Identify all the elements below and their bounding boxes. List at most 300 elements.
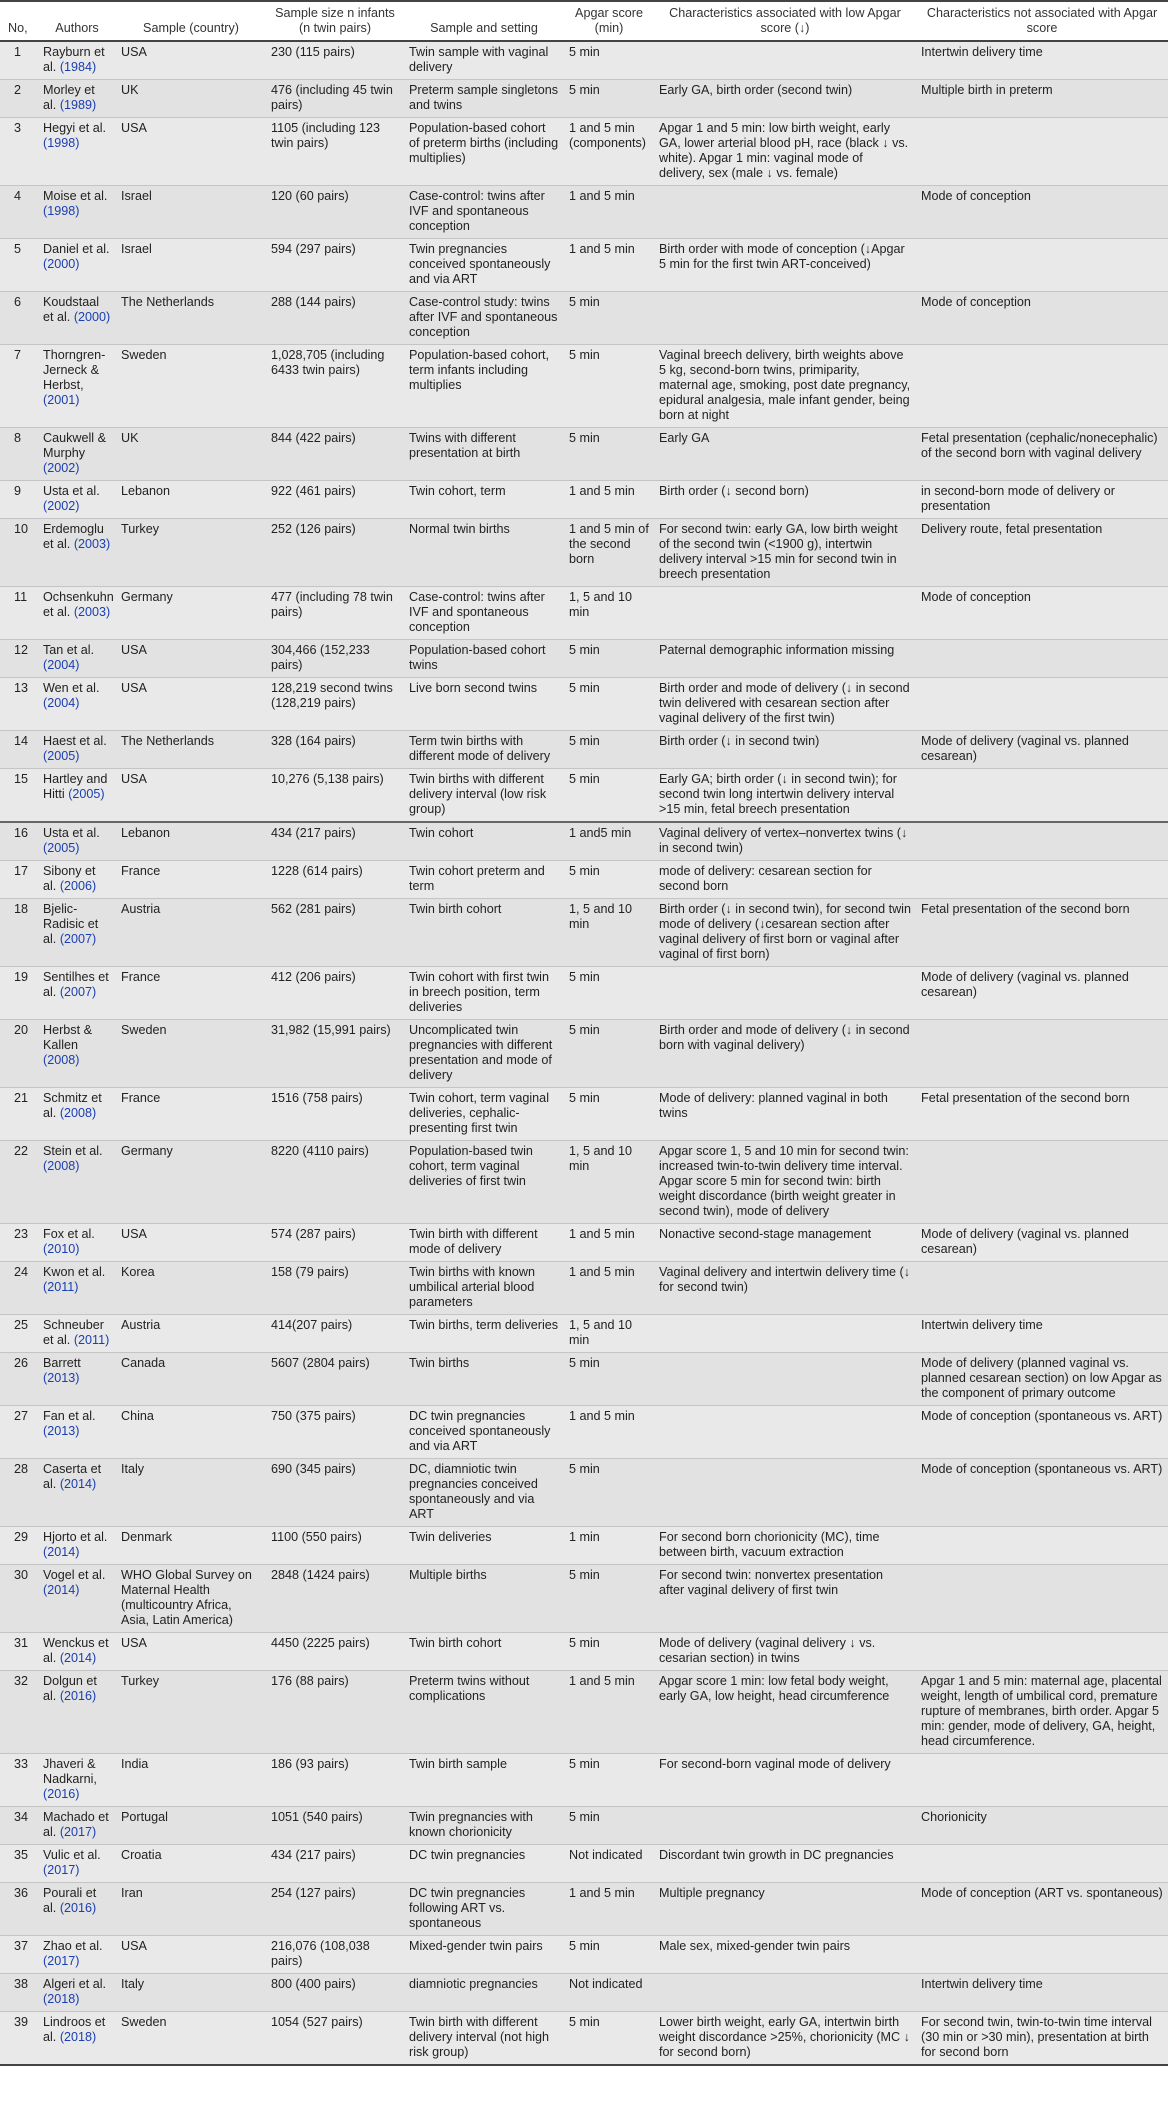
author-cell	[38, 1088, 116, 1141]
author-names: Pourali et al.	[43, 1886, 97, 1915]
table-row	[0, 428, 1168, 481]
sample-country: Denmark	[121, 1530, 173, 1544]
sample-size: 750 (375 pairs)	[271, 1409, 356, 1423]
apgar-score: 5 min	[569, 1757, 600, 1771]
sample-size: 434 (217 pairs)	[271, 1848, 356, 1862]
table-row	[0, 967, 1168, 1020]
not-associated-characteristics: Mode of conception	[921, 295, 1031, 309]
author-cell	[38, 769, 116, 823]
associated-characteristics	[654, 292, 916, 345]
not-associated-characteristics: Mode of conception (spontaneous vs. ART)	[921, 1462, 1163, 1476]
table-row	[0, 769, 1168, 823]
sample-setting: Case-control study: twins after IVF and spontaneous conception	[409, 295, 558, 339]
table-row	[0, 1565, 1168, 1633]
citation-year-link[interactable]: (2017)	[59, 1825, 97, 1839]
row-number: 9	[14, 484, 22, 498]
not-associated-characteristics	[916, 118, 1168, 186]
row-number: 25	[14, 1318, 29, 1332]
sample-size: 158 (79 pairs)	[271, 1265, 349, 1279]
citation-year-link[interactable]: (2004)	[43, 658, 80, 672]
author-cell	[38, 186, 116, 239]
citation-year-link[interactable]: (2006)	[59, 879, 97, 893]
sample-setting: DC twin pregnancies following ART vs. spontaneous	[409, 1886, 526, 1930]
associated-characteristics: Birth order (↓ second born)	[659, 484, 809, 498]
author-names: Morley et al.	[43, 83, 95, 112]
author-cell	[38, 1141, 116, 1224]
header-no: No,	[8, 21, 28, 35]
apgar-score: 5 min	[569, 734, 600, 748]
author-cell	[38, 2012, 116, 2066]
sample-setting: Twin birth sample	[409, 1757, 507, 1771]
table-row	[0, 1262, 1168, 1315]
citation-year-link[interactable]: (2002)	[43, 461, 80, 475]
header-authors: Authors	[55, 21, 99, 35]
row-number: 5	[14, 242, 22, 256]
apgar-score: 1 and 5 min	[569, 484, 635, 498]
author-names: Sentilhes et al.	[43, 970, 109, 999]
associated-characteristics: Early GA, birth order (second twin)	[659, 83, 853, 97]
sample-setting: Preterm twins without complications	[409, 1674, 530, 1703]
apgar-score: Not indicated	[569, 1977, 643, 1991]
author-cell	[38, 1633, 116, 1671]
associated-characteristics: Paternal demographic information missing	[659, 643, 895, 657]
sample-setting: Twin cohort preterm and term	[409, 864, 545, 893]
citation-year-link[interactable]: (2008)	[43, 1053, 80, 1067]
sample-size: 254 (127 pairs)	[271, 1886, 356, 1900]
citation-year-link[interactable]: (2017)	[43, 1863, 80, 1877]
author-cell	[38, 1020, 116, 1088]
sample-size: 1054 (527 pairs)	[271, 2015, 363, 2029]
author-names: Lindroos et al.	[43, 2015, 106, 2044]
author-names: Barrett	[43, 1356, 81, 1370]
not-associated-characteristics	[916, 678, 1168, 731]
sample-country: USA	[121, 643, 147, 657]
sample-size: 922 (461 pairs)	[271, 484, 356, 498]
sample-country: USA	[121, 681, 147, 695]
author-cell	[38, 967, 116, 1020]
associated-characteristics	[654, 1459, 916, 1527]
row-number: 4	[14, 189, 22, 203]
apgar-score: 5 min	[569, 1462, 600, 1476]
apgar-score: 1 and 5 min	[569, 1886, 635, 1900]
apgar-score: 1 and 5 min	[569, 1227, 635, 1241]
author-cell	[38, 1224, 116, 1262]
table-row	[0, 1754, 1168, 1807]
author-names: Algeri et al.	[43, 1977, 106, 1991]
table-row	[0, 1807, 1168, 1845]
associated-characteristics: Discordant twin growth in DC pregnancies	[659, 1848, 894, 1862]
sample-country: Canada	[121, 1356, 166, 1370]
sample-size: 690 (345 pairs)	[271, 1462, 356, 1476]
not-associated-characteristics: Apgar 1 and 5 min: maternal age, placental weight, length of umbilical cord, premature rupture of membranes, birth order. Apgar 5 min: gender, mode of delivery, GA, height, head circumference.	[921, 1674, 1162, 1748]
author-names: Usta et al.	[43, 484, 100, 498]
sample-setting: Case-control: twins after IVF and spontaneous conception	[409, 189, 545, 233]
apgar-score: 1 and 5 min (components)	[569, 121, 646, 150]
sample-country: UK	[121, 431, 139, 445]
apgar-score: 1, 5 and 10 min	[569, 902, 633, 931]
citation-year-link[interactable]: (2016)	[59, 1689, 97, 1703]
row-number: 11	[14, 590, 28, 604]
citation-year-link[interactable]: (1989)	[59, 98, 97, 112]
author-names: Daniel et al.	[43, 242, 110, 256]
sample-setting: Population-based cohort of preterm births (including multiplies)	[409, 121, 559, 165]
citation-year-link[interactable]: (2008)	[59, 1106, 97, 1120]
citation-year-link[interactable]: (2014)	[59, 1651, 97, 1665]
apgar-score: 5 min	[569, 1939, 600, 1953]
citation-year-link[interactable]: (2000)	[73, 310, 111, 324]
not-associated-characteristics: Mode of conception (ART vs. spontaneous)	[921, 1886, 1163, 1900]
author-cell	[38, 118, 116, 186]
not-associated-characteristics	[916, 1527, 1168, 1565]
table-row	[0, 1459, 1168, 1527]
apgar-score: 5 min	[569, 431, 600, 445]
author-cell	[38, 481, 116, 519]
sample-size: 1051 (540 pairs)	[271, 1810, 363, 1824]
apgar-score: 1 and 5 min	[569, 1265, 635, 1279]
apgar-score: 1, 5 and 10 min	[569, 1318, 633, 1347]
sample-country: Sweden	[121, 348, 167, 362]
apgar-score: 5 min	[569, 1636, 600, 1650]
sample-country: Iran	[121, 1886, 143, 1900]
author-cell	[38, 731, 116, 769]
citation-year-link[interactable]: (2014)	[43, 1545, 80, 1559]
author-names: Stein et al.	[43, 1144, 103, 1158]
apgar-score: 5 min	[569, 1023, 600, 1037]
table-row	[0, 678, 1168, 731]
associated-characteristics	[654, 1315, 916, 1353]
sample-setting: Multiple births	[409, 1568, 487, 1582]
row-number: 18	[14, 902, 29, 916]
associated-characteristics: For second twin: nonvertex presentation after vaginal delivery of first twin	[659, 1568, 884, 1597]
header-associated: Characteristics associated with low Apgar score (↓)	[669, 6, 901, 35]
sample-size: 1100 (550 pairs)	[271, 1530, 362, 1544]
table-row	[0, 292, 1168, 345]
sample-size: 476 (including 45 twin pairs)	[271, 83, 393, 112]
associated-characteristics: Apgar score 1 min: low fetal body weight, early GA, low height, head circumference	[659, 1674, 890, 1703]
associated-characteristics: Multiple pregnancy	[659, 1886, 765, 1900]
not-associated-characteristics	[916, 861, 1168, 899]
sample-country: Israel	[121, 242, 152, 256]
associated-characteristics: For second born chorionicity (MC), time between birth, vacuum extraction	[659, 1530, 880, 1559]
table-row	[0, 1883, 1168, 1936]
author-cell	[38, 80, 116, 118]
citation-year-link[interactable]: (2001)	[43, 393, 80, 407]
citation-year-link[interactable]: (2013)	[43, 1424, 80, 1438]
sample-setting: Twin births with known umbilical arterial blood parameters	[409, 1265, 535, 1309]
sample-setting: Twin cohort with first twin in breech position, term deliveries	[409, 970, 549, 1014]
author-names: Herbst & Kallen	[43, 1023, 92, 1052]
sample-size: 412 (206 pairs)	[271, 970, 356, 984]
sample-size: 594 (297 pairs)	[271, 242, 356, 256]
sample-setting: Mixed-gender twin pairs	[409, 1939, 543, 1953]
author-cell	[38, 587, 116, 640]
author-names: Koudstaal et al.	[43, 295, 100, 324]
citation-year-link[interactable]: (1998)	[43, 204, 80, 218]
sample-country: Italy	[121, 1977, 145, 1991]
table-row	[0, 1088, 1168, 1141]
sample-size: 844 (422 pairs)	[271, 431, 356, 445]
author-names: Zhao et al.	[43, 1939, 103, 1953]
not-associated-characteristics: Fetal presentation (cephalic/nonecephalic) of the second born with vaginal delivery	[921, 431, 1158, 460]
table-row	[0, 1974, 1168, 2012]
table-row	[0, 1671, 1168, 1754]
author-names: Machado et al.	[43, 1810, 109, 1839]
citation-year-link[interactable]: (2005)	[68, 787, 105, 801]
author-cell	[38, 519, 116, 587]
author-names: Caukwell & Murphy	[43, 431, 106, 460]
author-cell	[38, 1845, 116, 1883]
author-cell	[38, 1459, 116, 1527]
sample-setting: Twin births with different delivery interval (low risk group)	[409, 772, 547, 816]
row-number: 39	[14, 2015, 29, 2029]
sample-country: USA	[121, 772, 147, 786]
apgar-score: 1, 5 and 10 min	[569, 1144, 633, 1173]
author-cell	[38, 899, 116, 967]
sample-setting: Preterm sample singletons and twins	[409, 83, 559, 112]
sample-setting: Twin pregnancies with known chorionicity	[409, 1810, 533, 1839]
sample-country: France	[121, 1091, 161, 1105]
row-number: 21	[14, 1091, 29, 1105]
citation-year-link[interactable]: (2010)	[43, 1242, 80, 1256]
sample-setting: diamniotic pregnancies	[409, 1977, 538, 1991]
citation-year-link[interactable]: (2014)	[59, 1477, 97, 1491]
sample-setting: Twin cohort, term vaginal deliveries, cephalic-presenting first twin	[409, 1091, 549, 1135]
not-associated-characteristics: Mode of conception (spontaneous vs. ART)	[921, 1409, 1163, 1423]
author-names: Bjelic-Radisic et al.	[43, 902, 99, 946]
table-row	[0, 239, 1168, 292]
citation-year-link[interactable]: (2005)	[43, 841, 80, 855]
associated-characteristics: Birth order (↓ in second twin)	[659, 734, 820, 748]
sample-country: France	[121, 864, 161, 878]
citation-year-link[interactable]: (2003)	[73, 537, 111, 551]
citation-year-link[interactable]: (2003)	[73, 605, 111, 619]
citation-year-link[interactable]: (2014)	[43, 1583, 80, 1597]
author-names: Dolgun et al.	[43, 1674, 97, 1703]
sample-setting: Twin cohort, term	[409, 484, 506, 498]
row-number: 8	[14, 431, 22, 445]
associated-characteristics	[654, 1353, 916, 1406]
sample-size: 574 (287 pairs)	[271, 1227, 356, 1241]
author-names: Hjorto et al.	[43, 1530, 108, 1544]
row-number: 28	[14, 1462, 29, 1476]
apgar-score: 5 min	[569, 1356, 600, 1370]
table-row	[0, 1633, 1168, 1671]
row-number: 7	[14, 348, 22, 362]
row-number: 35	[14, 1848, 29, 1862]
row-number: 33	[14, 1757, 29, 1771]
table-row	[0, 118, 1168, 186]
associated-characteristics: Birth order and mode of delivery (↓ in second twin delivered with cesarean section after vaginal delivery of the first twin)	[659, 681, 910, 725]
apgar-score: 5 min	[569, 83, 600, 97]
associated-characteristics	[654, 587, 916, 640]
row-number: 20	[14, 1023, 29, 1037]
associated-characteristics: mode of delivery: cesarean section for second born	[659, 864, 872, 893]
sample-setting: Population-based twin cohort, term vaginal deliveries of first twin	[409, 1144, 533, 1188]
row-number: 22	[14, 1144, 29, 1158]
sample-setting: Twin sample with vaginal delivery	[409, 45, 549, 74]
associated-characteristics: Nonactive second-stage management	[659, 1227, 872, 1241]
table-row	[0, 822, 1168, 861]
table-row	[0, 1315, 1168, 1353]
sample-size: 230 (115 pairs)	[271, 45, 355, 59]
apgar-score: 1 and 5 min of the second born	[569, 522, 649, 566]
associated-characteristics: Lower birth weight, early GA, intertwin birth weight discordance >25%, chorionicity (MC ↓ for second born)	[659, 2015, 910, 2059]
row-number: 23	[14, 1227, 29, 1241]
sample-size: 800 (400 pairs)	[271, 1977, 356, 1991]
header-apgar-score: Apgar score (min)	[575, 6, 643, 35]
sample-size: 186 (93 pairs)	[271, 1757, 349, 1771]
citation-year-link[interactable]: (1998)	[43, 136, 80, 150]
sample-country: Israel	[121, 189, 152, 203]
table-row	[0, 519, 1168, 587]
associated-characteristics: Birth order with mode of conception (↓Apgar 5 min for the first twin ART-conceived)	[659, 242, 905, 271]
row-number: 19	[14, 970, 29, 984]
sample-size: 252 (126 pairs)	[271, 522, 356, 536]
sample-country: WHO Global Survey on Maternal Health (multicountry Africa, Asia, Latin America)	[121, 1568, 252, 1627]
apgar-score: 1, 5 and 10 min	[569, 590, 633, 619]
author-names: Vogel et al.	[43, 1568, 106, 1582]
apgar-score: 5 min	[569, 970, 600, 984]
citation-year-link[interactable]: (2011)	[43, 1280, 79, 1294]
sample-country: Lebanon	[121, 826, 171, 840]
citation-year-link[interactable]: (2007)	[59, 985, 97, 999]
associated-characteristics: Mode of delivery: planned vaginal in both twins	[659, 1091, 888, 1120]
author-names: Fox et al.	[43, 1227, 95, 1241]
header-row	[0, 1, 1168, 41]
author-names: Thorngren-Jerneck & Herbst,	[43, 348, 106, 392]
citation-year-link[interactable]: (2007)	[59, 932, 97, 946]
table-row	[0, 2012, 1168, 2066]
sample-country: France	[121, 970, 161, 984]
apgar-score: 1 and 5 min	[569, 242, 635, 256]
author-cell	[38, 428, 116, 481]
not-associated-characteristics: Multiple birth in preterm	[921, 83, 1053, 97]
apgar-score: 5 min	[569, 772, 600, 786]
author-cell	[38, 292, 116, 345]
author-names: Sibony et al.	[43, 864, 96, 893]
citation-year-link[interactable]: (2016)	[59, 1901, 97, 1915]
sample-size: 414(207 pairs)	[271, 1318, 353, 1332]
author-cell	[38, 1406, 116, 1459]
citation-year-link[interactable]: (2018)	[59, 2030, 97, 2044]
citation-year-link[interactable]: (2016)	[43, 1787, 80, 1801]
citation-year-link[interactable]: (2008)	[43, 1159, 80, 1173]
citation-year-link[interactable]: (2005)	[43, 749, 80, 763]
sample-size: 176 (88 pairs)	[271, 1674, 349, 1688]
not-associated-characteristics: Fetal presentation of the second born	[921, 1091, 1130, 1105]
not-associated-characteristics: Mode of delivery (vaginal vs. planned cesarean)	[921, 970, 1129, 999]
sample-setting: DC, diamniotic twin pregnancies conceived spontaneously and via ART	[409, 1462, 538, 1521]
apgar-score: Not indicated	[569, 1848, 643, 1862]
associated-characteristics: Vaginal delivery of vertex–nonvertex twins (↓ in second twin)	[659, 826, 908, 855]
author-cell	[38, 1754, 116, 1807]
author-names: Erdemoglu et al.	[43, 522, 104, 551]
not-associated-characteristics: Mode of conception	[921, 590, 1031, 604]
citation-year-link[interactable]: (2017)	[43, 1954, 80, 1968]
not-associated-characteristics: Intertwin delivery time	[921, 1977, 1043, 1991]
sample-size: 2848 (1424 pairs)	[271, 1568, 370, 1582]
citation-year-link[interactable]: (2018)	[43, 1992, 80, 2006]
sample-setting: Case-control: twins after IVF and spontaneous conception	[409, 590, 545, 634]
citation-year-link[interactable]: (2000)	[43, 257, 80, 271]
table-row	[0, 186, 1168, 239]
not-associated-characteristics	[916, 345, 1168, 428]
sample-setting: Twins with different presentation at birth	[409, 431, 521, 460]
sample-size: 562 (281 pairs)	[271, 902, 356, 916]
table-row	[0, 731, 1168, 769]
author-names: Jhaveri & Nadkarni,	[43, 1757, 97, 1786]
sample-country: Lebanon	[121, 484, 171, 498]
sample-setting: Population-based cohort twins	[409, 643, 546, 672]
apgar-score: 5 min	[569, 45, 600, 59]
citation-year-link[interactable]: (2004)	[43, 696, 80, 710]
sample-country: USA	[121, 45, 147, 59]
author-names: Wenckus et al.	[43, 1636, 109, 1665]
author-cell	[38, 1527, 116, 1565]
row-number: 13	[14, 681, 29, 695]
table-row	[0, 41, 1168, 80]
sample-size: 120 (60 pairs)	[271, 189, 349, 203]
associated-characteristics	[654, 41, 916, 80]
header-not-associated: Characteristics not associated with Apgar score	[926, 6, 1158, 35]
row-number: 30	[14, 1568, 29, 1582]
author-names: Schmitz et al.	[43, 1091, 102, 1120]
apgar-score: 1 min	[569, 1530, 600, 1544]
not-associated-characteristics	[916, 1845, 1168, 1883]
row-number: 38	[14, 1977, 29, 1991]
row-number: 29	[14, 1530, 29, 1544]
table-row	[0, 80, 1168, 118]
not-associated-characteristics	[916, 1633, 1168, 1671]
row-number: 16	[14, 826, 29, 840]
not-associated-characteristics	[916, 1141, 1168, 1224]
citation-year-link[interactable]: (2013)	[43, 1371, 80, 1385]
table-row	[0, 640, 1168, 678]
table-row	[0, 345, 1168, 428]
citation-year-link[interactable]: (2011)	[73, 1333, 110, 1347]
not-associated-characteristics: For second twin, twin-to-twin time interval (30 min or >30 min), presentation at birth for second born	[921, 2015, 1152, 2059]
sample-setting: Term twin births with different mode of delivery	[409, 734, 551, 763]
row-number: 24	[14, 1265, 29, 1279]
sample-country: Turkey	[121, 1674, 160, 1688]
associated-characteristics: Early GA; birth order (↓ in second twin); for second twin long intertwin delivery interval >15 min, fetal breech presentation	[659, 772, 897, 816]
sample-country: Turkey	[121, 522, 160, 536]
sample-setting: Twin birth with different mode of delivery	[409, 1227, 538, 1256]
citation-year-link[interactable]: (1984)	[59, 60, 97, 74]
sample-size: 434 (217 pairs)	[271, 826, 356, 840]
author-names: Wen et al.	[43, 681, 100, 695]
sample-country: USA	[121, 121, 147, 135]
sample-size: 328 (164 pairs)	[271, 734, 356, 748]
author-names: Hartley and Hitti	[43, 772, 108, 801]
sample-country: USA	[121, 1227, 147, 1241]
sample-size: 4450 (2225 pairs)	[271, 1636, 370, 1650]
table-row	[0, 481, 1168, 519]
author-names: Haest et al.	[43, 734, 107, 748]
author-names: Tan et al.	[43, 643, 95, 657]
associated-characteristics	[654, 186, 916, 239]
associated-characteristics	[654, 967, 916, 1020]
sample-country: Portugal	[121, 1810, 168, 1824]
not-associated-characteristics: Mode of conception	[921, 189, 1031, 203]
citation-year-link[interactable]: (2002)	[43, 499, 80, 513]
table-row	[0, 1020, 1168, 1088]
table-row	[0, 1224, 1168, 1262]
sample-size: 1105 (including 123 twin pairs)	[271, 121, 380, 150]
apgar-score: 5 min	[569, 864, 600, 878]
sample-country: Austria	[121, 1318, 161, 1332]
header-sample-country: Sample (country)	[143, 21, 239, 35]
